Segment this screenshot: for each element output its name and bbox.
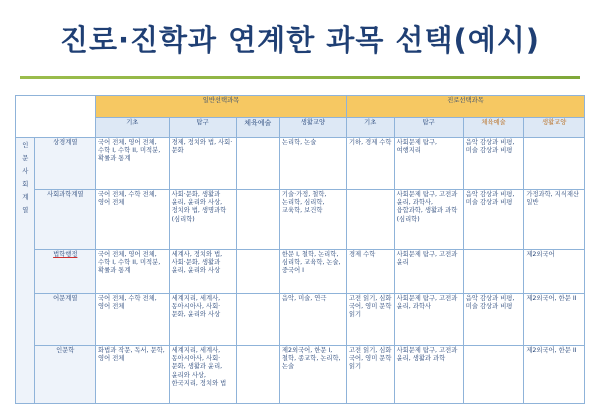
cell: 기술·가정, 철학, 논리학, 심리학, 교육학, 보건학 [279,190,346,250]
cell: 국어 전체, 수학 전체, 영어 전체 [96,190,170,250]
table-corner [16,96,96,138]
title-divider [20,76,580,79]
page-title: 진로·진학과 연계한 과목 선택(예시) [59,23,540,57]
cell [236,190,279,250]
row-label-law: 법학행정 [35,250,96,294]
row-label-business: 상경계열 [35,138,96,190]
table-row [16,138,585,190]
subheader-career-liberal: 생활교양 [524,118,585,138]
cell [236,346,279,404]
row-label-language: 어문계열 [35,294,96,346]
cell: 세계지리, 세계사, 동아시아사, 사회·문화, 생활과 윤리, 윤리와 사상, 한국지리, 정치와 법 [169,346,236,404]
cell [524,138,585,190]
subject-table [15,95,585,404]
cell: 사회문제 탐구, 고전과 윤리 [394,250,463,294]
cell: 음악, 미술, 연극 [279,294,346,346]
subheader-general-inquiry: 탐구 [169,118,236,138]
cell: 세계지리, 세계사, 동아시아사, 사회·문화, 윤리와 사상 [169,294,236,346]
cell: 고전 읽기, 심화 국어, 영미 문학 읽기 [346,346,394,404]
cell: 국어 전체, 영어 전체, 수학 I, 수학 II, 미적분, 확률과 통계 [96,138,170,190]
subheader-general-liberal: 생활교양 [279,118,346,138]
cell: 논리학, 논술 [279,138,346,190]
cell: 음악 감상과 비평, 미술 감상과 비평 [463,138,524,190]
subheader-general-arts: 체육예술 [236,118,279,138]
cell: 사회문제 탐구, 고전과 윤리, 과학사 [394,294,463,346]
table-row [16,294,585,346]
cell: 한문 I, 철학, 논리학, 심리학, 교육학, 논술, 중국어 I [279,250,346,294]
cell: 제2외국어 [524,250,585,294]
cell: 제2외국어, 한문 II [524,346,585,404]
cell: 제2외국어, 한문 II [524,294,585,346]
cell: 사회문제 탐구, 고전과 윤리, 과학사, 융합과학, 생활과 과학(심리학) [394,190,463,250]
table-row [16,250,585,294]
cell [463,346,524,404]
cell: 사회문제 탐구, 고전과 윤리, 생활과 과학 [394,346,463,404]
cell: 경제, 정치와 법, 사회·문화 [169,138,236,190]
cell: 가정과학, 지식재산 일반 [524,190,585,250]
cell: 고전 읽기, 심화 국어, 영미 문학 읽기 [346,294,394,346]
cell: 경제 수학 [346,250,394,294]
cell: 사회문제 탐구, 여행지리 [394,138,463,190]
header-career: 진로선택과목 [346,96,584,118]
cell [236,138,279,190]
subheader-career-inquiry: 탐구 [394,118,463,138]
subheader-career-basic: 기초 [346,118,394,138]
group-label: 인문사회계열 [16,138,35,404]
cell [463,250,524,294]
cell: 음악 감상과 비평, 미술 감상과 비평 [463,190,524,250]
header-general: 일반선택과목 [96,96,347,118]
cell: 기하, 경제 수학 [346,138,394,190]
subheader-career-arts: 체육예술 [463,118,524,138]
cell: 음악 감상과 비평, 미술 감상과 비평 [463,294,524,346]
cell [236,250,279,294]
table-row [16,346,585,404]
cell: 제2외국어, 한문 I, 철학, 종교학, 논리학, 논술 [279,346,346,404]
cell: 국어 전체, 영어 전체, 수학 I, 수학 II, 미적분, 확률과 통계 [96,250,170,294]
cell: 사회·문화, 생활과 윤리, 윤리와 사상, 정치와 법, 생명과학(심리학) [169,190,236,250]
subheader-general-basic: 기초 [96,118,170,138]
cell [346,190,394,250]
row-label-social-science: 사회과학계열 [35,190,96,250]
cell: 국어 전체, 수학 전체, 영어 전체 [96,294,170,346]
cell: 화법과 작문, 독서, 문학, 영어 전체 [96,346,170,404]
table-row [16,190,585,250]
cell [236,294,279,346]
cell: 세계사, 정치와 법, 사회·문화, 생활과 윤리, 윤리와 사상 [169,250,236,294]
row-label-humanities: 인문학 [35,346,96,404]
